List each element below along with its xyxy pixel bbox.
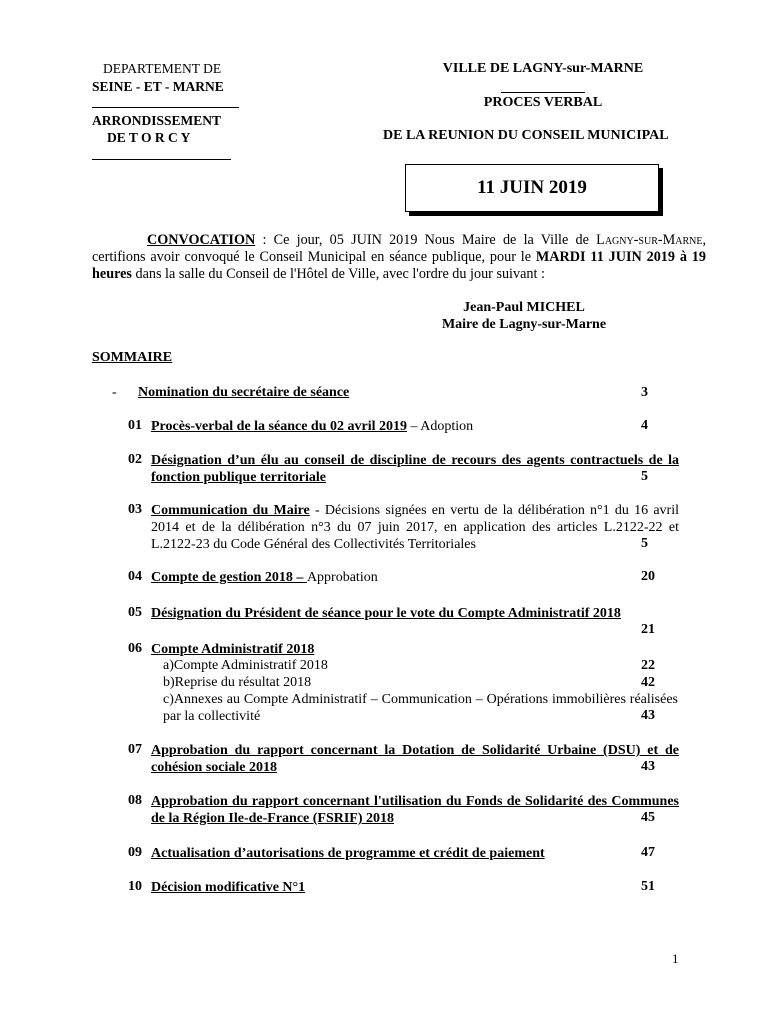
department-name: SEINE - ET - MARNE [92, 79, 224, 94]
document-type: PROCES VERBAL [483, 95, 603, 110]
item-page: 5 [641, 536, 648, 551]
item-page: 43 [641, 759, 655, 774]
meeting-datetime: MARDI 11 JUIN 2019 à 19 heures [92, 249, 706, 282]
item-title: Actualisation d’autorisations de programme et crédit de paiement [151, 846, 545, 861]
sub-item-page: 43 [641, 708, 655, 723]
arrondissement-label: ARRONDISSEMENT [92, 113, 222, 128]
item-page: 47 [641, 845, 655, 860]
item-page: 20 [641, 569, 655, 584]
city-title: VILLE DE LAGNY-sur-MARNE [442, 61, 644, 76]
item-number: 01 [128, 418, 142, 433]
item-number: 07 [128, 742, 142, 757]
city-name: Lagny-sur-Marne [596, 232, 703, 248]
item-title: Approbation du rapport concernant la Dotation de Solidarité Urbaine (DSU) et de cohésion sociale 2018 [151, 743, 679, 775]
list-item [151, 418, 679, 435]
convocation-paragraph [92, 232, 706, 283]
divider [92, 159, 231, 160]
item-title: Communication du Maire [151, 503, 310, 518]
sub-item-text: b)Reprise du résultat 2018 [163, 675, 312, 690]
meeting-date: 11 JUIN 2019 [477, 177, 587, 198]
item-title: Compte de gestion 2018 – [151, 570, 307, 585]
item-page: 3 [641, 385, 648, 400]
item-number: 05 [128, 605, 142, 620]
item-number: 10 [128, 879, 142, 894]
convocation-text: dans la salle du Conseil de l'Hôtel de Ville, avec l'ordre du jour suivant : [131, 266, 545, 282]
convocation-text: : Ce jour, 05 JUIN 2019 Nous Maire de la Ville de [255, 232, 597, 248]
item-description: - Décisions signées en vertu de la délibération n°1 du 16 avril 2014 et de la délibération n°3 du 07 juin 2017, en application des articles L.2122-22 et L.2122-23 du Code Général des Collectivités Territoriales [151, 503, 679, 552]
signatory-name: Jean-Paul MICHEL [463, 300, 585, 315]
item-number: 08 [128, 793, 142, 808]
item-page: 5 [641, 469, 648, 484]
item-title: Décision modificative N°1 [151, 880, 306, 895]
item-page: 51 [641, 879, 655, 894]
sommaire-title: SOMMAIRE [92, 350, 173, 365]
item-number: 06 [128, 641, 142, 656]
convocation-label: CONVOCATION [147, 232, 256, 248]
department-label: DEPARTEMENT DE [103, 61, 222, 76]
signatory-title: Maire de Lagny-sur-Marne [441, 317, 607, 332]
arrondissement-name: DE T O R C Y [107, 130, 191, 145]
item-description: Approbation [306, 570, 378, 585]
item-number: 04 [128, 569, 142, 584]
sub-item-text: a)Compte Administratif 2018 [163, 658, 328, 673]
sub-item-page: 42 [641, 675, 655, 690]
item-title: Désignation d’un élu au conseil de discipline de recours des agents contractuels de la fonction publique territoriale [151, 453, 679, 485]
item-description: – Adoption [407, 419, 474, 434]
item-number: - [112, 385, 117, 400]
item-number: 03 [128, 502, 142, 517]
item-title: Compte Administratif 2018 [151, 642, 315, 657]
item-title: Procès-verbal de la séance du 02 avril 2019 [151, 419, 407, 434]
page-number: 1 [672, 951, 679, 966]
item-title: Désignation du Président de séance pour le vote du Compte Administratif 2018 [151, 606, 621, 621]
item-number: 09 [128, 845, 142, 860]
item-title: Approbation du rapport concernant l'utilisation du Fonds de Solidarité des Communes de la Région Ile-de-France (FSRIF) 2018 [151, 794, 679, 826]
convocation-text: , certifions avoir convoqué le Conseil Municipal en séance publique, pour le [92, 232, 706, 265]
item-page: 45 [641, 810, 655, 825]
document-subtitle: DE LA REUNION DU CONSEIL MUNICIPAL [383, 128, 669, 143]
divider [501, 92, 585, 93]
item-page: 4 [641, 418, 648, 433]
sub-item-page: 22 [641, 658, 655, 673]
meeting-date-box [405, 164, 659, 212]
sub-item-text: c)Annexes au Compte Administratif – Communication – Opérations immobilières réalisées par la collectivité [163, 692, 678, 724]
list-item [151, 569, 679, 586]
divider [92, 107, 239, 108]
item-title: Nomination du secrétaire de séance [138, 385, 350, 400]
item-page: 21 [641, 622, 655, 637]
item-number: 02 [128, 452, 142, 467]
list-item [151, 502, 679, 553]
